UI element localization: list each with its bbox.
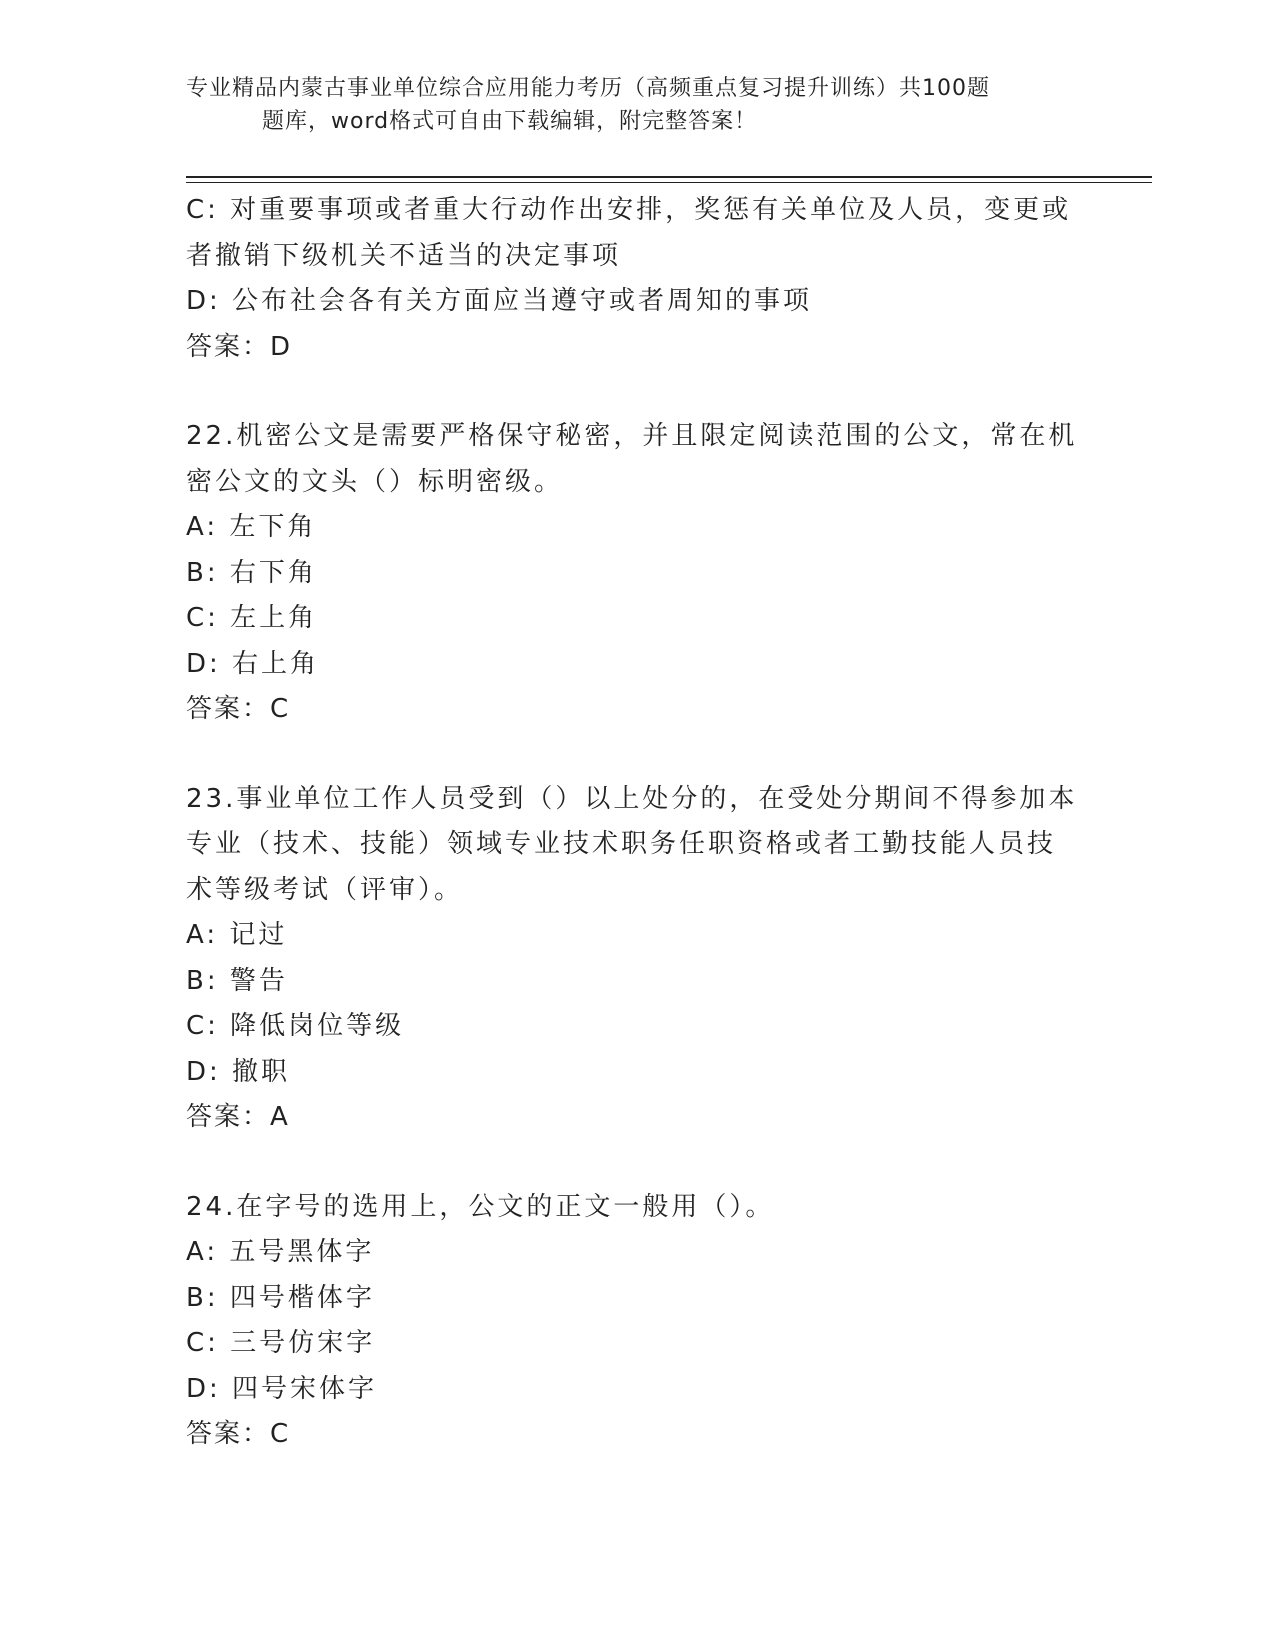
option-c: C: 左上角: [186, 603, 318, 633]
question-gap: [186, 733, 1086, 777]
option-c-continued: 者撤销下级机关不适当的决定事项: [186, 240, 622, 271]
option-b: B: 右下角: [186, 557, 317, 588]
page-header: [186, 72, 1066, 138]
answer-line: 答案：C: [186, 1419, 291, 1449]
question-block-22: [186, 414, 1086, 733]
question-gap: [186, 1141, 1086, 1185]
option-a: A: 左下角: [186, 512, 317, 542]
option-b: B: 警告: [186, 965, 288, 996]
option-a: A: 记过: [186, 920, 288, 950]
header-title-line2: 题库，word格式可自由下载编辑，附完整答案！: [262, 109, 758, 134]
option-c: C: 降低岗位等级: [186, 1011, 405, 1041]
header-title-line1: 专业精品内蒙古事业单位综合应用能力考历（高频重点复习提升训练）共100题: [186, 76, 990, 101]
question-gap: [186, 370, 1086, 414]
option-d: D: 撤职: [186, 1056, 291, 1087]
option-a: A: 五号黑体字: [186, 1237, 375, 1267]
answer-line: 答案：D: [186, 331, 293, 362]
header-rule-thin: [186, 182, 1152, 183]
question-stem-continued: 密公文的文头（）标明密级。: [186, 466, 564, 497]
question-stem: 24.在字号的选用上，公文的正文一般用（）。: [186, 1191, 775, 1222]
option-d: D: 四号宋体字: [186, 1373, 378, 1404]
question-stem: 22.机密公文是需要严格保守秘密，并且限定阅读范围的公文，常在机: [186, 421, 1078, 451]
question-block-23: [186, 777, 1086, 1141]
question-list: [186, 188, 1086, 1458]
answer-line: 答案：C: [186, 694, 291, 724]
question-stem-continued: 专业（技术、技能）领域专业技术职务任职资格或者工勤技能人员技: [186, 829, 1057, 859]
question-block-prev: [186, 188, 1086, 370]
question-block-24: [186, 1185, 1086, 1458]
answer-line: 答案：A: [186, 1102, 290, 1132]
option-b: B: 四号楷体字: [186, 1282, 375, 1313]
question-stem-continued: 术等级考试（评审）。: [186, 874, 464, 905]
option-d: D: 右上角: [186, 648, 320, 679]
option-c: C: 三号仿宋字: [186, 1328, 376, 1358]
header-rule-thick: [186, 176, 1152, 178]
option-c: C: 对重要事项或者重大行动作出安排，奖惩有关单位及人员，变更或: [186, 195, 1072, 225]
option-d: D: 公布社会各有关方面应当遵守或者周知的事项: [186, 286, 813, 316]
question-stem: 23.事业单位工作人员受到（）以上处分的，在受处分期间不得参加本: [186, 783, 1078, 814]
